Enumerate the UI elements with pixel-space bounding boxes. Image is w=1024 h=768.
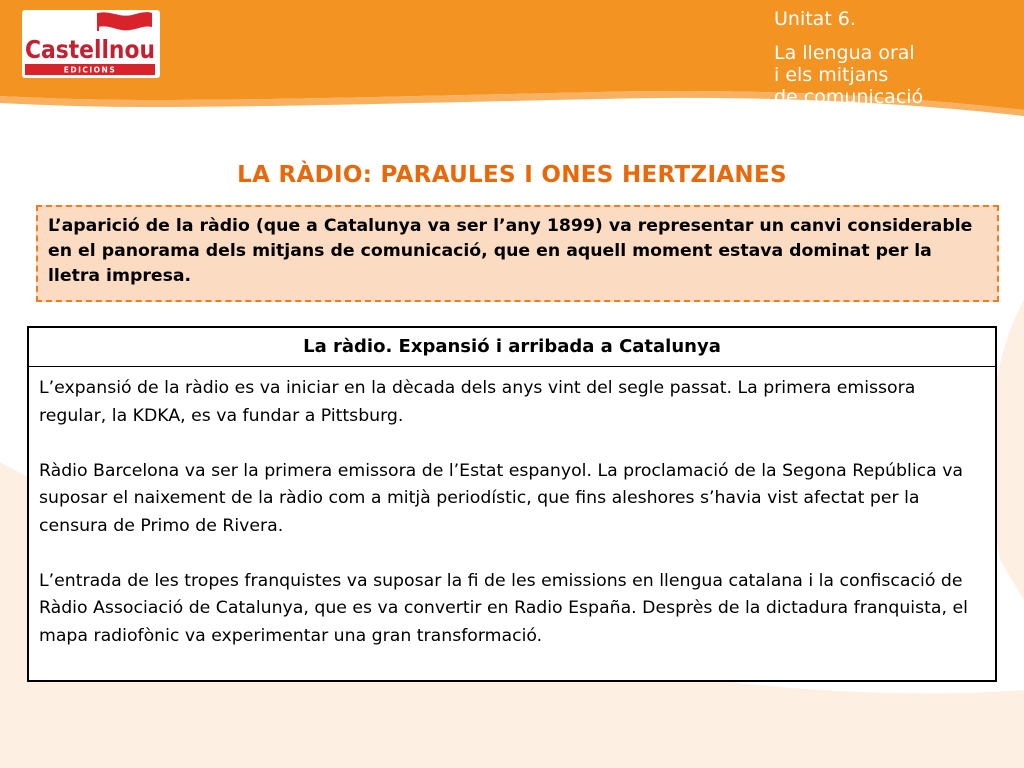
info-table [27,326,997,682]
table-header: La ràdio. Expansió i arribada a Catalunya [29,328,995,367]
unit-title: La llengua oral i els mitjans de comunicació [774,42,924,108]
logo-subtitle: EDICIONS [63,65,117,75]
table-paragraph: L’entrada de les tropes franquistes va suposar la fi de les emissions en llengua catalana i la confiscació de Ràdio Associació de Catalunya, que es va convertir en Radio España. Desprès de la dictadura franquista, el mapa radiofònic va experimentar una gran transformació. [39,570,968,646]
table-body [29,367,995,650]
table-paragraph: Ràdio Barcelona va ser la primera emissora de l’Estat espanyol. La proclamació de la Segona República va suposar el naixement de la ràdio com a mitjà periodístic, que fins aleshores s’havia vist afectat per la censura de Primo de Rivera. [39,460,964,536]
table-paragraph: L’expansió de la ràdio es va iniciar en la dècada dels anys vint del segle passat. La primera emissora regular, la KDKA, es va fundar a Pittsburg. [39,378,916,426]
intro-box: L’aparició de la ràdio (que a Catalunya va ser l’any 1899) va representar un canvi considerable en el panorama dels mitjans de comunicació, que en aquell moment estava dominat per la lletra impresa. [36,205,999,302]
logo-wordmark: Castellnou [25,35,155,64]
unit-header [774,8,1014,108]
castellnou-logo [22,10,160,78]
page-title: LA RÀDIO: PARAULES I ONES HERTZIANES [237,162,787,188]
unit-label: Unitat 6. [774,8,856,30]
